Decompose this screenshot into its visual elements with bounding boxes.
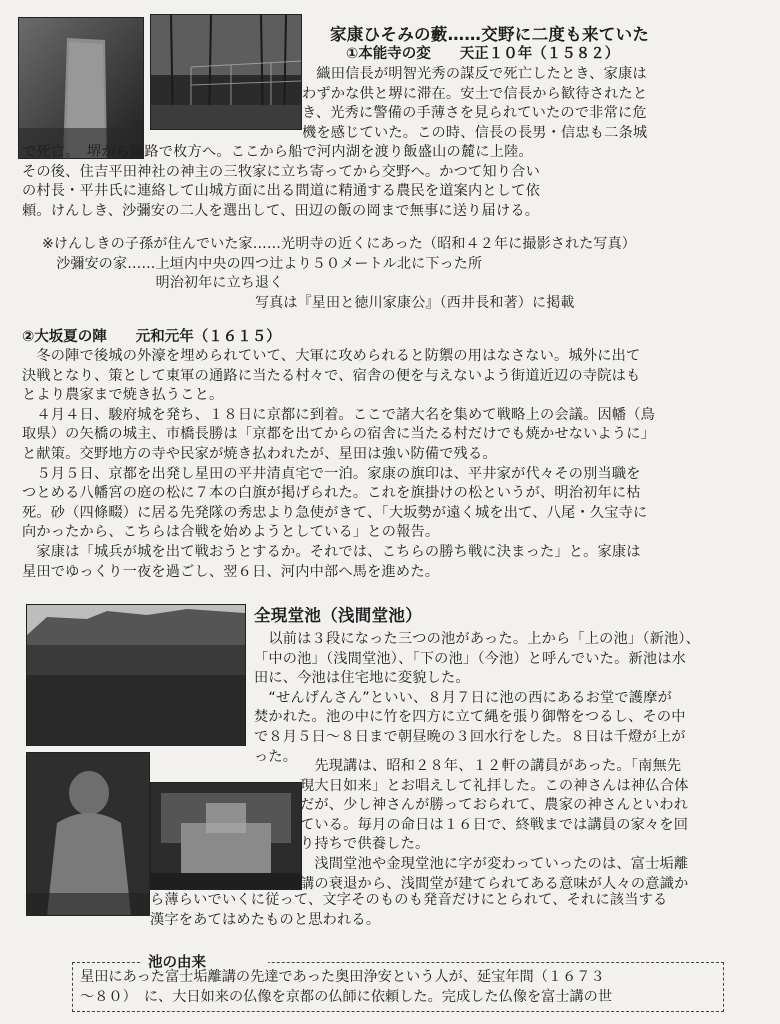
- text-line: で８月５日～８日まで朝昼晩の３回水行をした。８日は千燈が上が: [254, 728, 686, 745]
- text-line: ～８０） に、大日如来の仏像を京都の仏師に依頼した。完成した仏像を富士講の世: [80, 988, 613, 1005]
- text-line: で死亡。 堺から陸路で枚方へ。ここから船で河内湖を渡り飯盛山の麓に上陸。: [22, 144, 533, 160]
- text-line: 講の衰退から、浅間堂が建てられてある意味が人々の意識か: [300, 875, 689, 892]
- text-line: とより農家まで焼き払うこと。: [22, 387, 224, 404]
- text-line: り持ちで供養した。: [300, 836, 430, 853]
- section1-text-full: [22, 143, 540, 221]
- origin-text: [80, 968, 612, 1007]
- text-line: 家康は「城兵が城を出て戦おうとするか。それでは、こちらの勝ち戦に決まった」と。家康は: [22, 543, 641, 560]
- text-line: だが、少し神さんが勝っておられて、農家の神さんといわれ: [300, 797, 689, 814]
- text-line: 決戦となり、策として東軍の通路に当たる村々で、宿舎の便を与えないよう街道近辺の寺院はも: [22, 367, 641, 384]
- section3-text-a: [254, 630, 700, 767]
- text-line: と献策。交野地方の寺や民家が焼き払われたが、星田は強い防備で残る。: [22, 445, 497, 462]
- section1-subtitle: ①本能寺の変 天正１０年（１５８２）: [346, 46, 620, 62]
- text-line: 漢字をあてはめたものと思われる。: [150, 911, 381, 928]
- origin-title: 池の由来: [148, 955, 206, 971]
- photo-notes: [42, 235, 636, 313]
- section2-text: [22, 347, 655, 582]
- section2-subtitle: ②大坂夏の陣 元和元年（１６１５）: [22, 329, 281, 345]
- text-line: ら薄らいでいくに従って、文字そのものも発音だけにとられて、それに該当する: [150, 892, 668, 908]
- text-line: の村長・平井氏に連絡して山城方面に出る間道に精通する農民を道案内として依: [22, 183, 540, 200]
- text-line: 冬の陣で後城の外濠を埋められていて、大軍に攻められると防禦の用はなさない。城外に出て: [22, 348, 641, 364]
- text-line: 向かったから、こちらは合戦を始めようとしている」との報告。: [22, 524, 440, 541]
- text-line: 取県）の矢橋の城主、市橋長勝は「京都を出てからの宿舎に当たる村だけでも焼かせないように」: [22, 426, 656, 443]
- text-line: 星田にあった富士垢離講の先達であった奥田浄安という人が、延宝年間（１６７３: [80, 969, 605, 985]
- text-line: ている。毎月の命日は１６日で、終戦までは講員の家々を回: [300, 816, 689, 833]
- text-line: 以前は３段になった三つの池があった。上から「上の池」（新池）、: [254, 631, 701, 647]
- section1-title: 家康ひそみの藪……交野に二度も来ていた: [330, 25, 650, 44]
- pond-field-photo: [26, 604, 246, 746]
- text-line: 星田でゆっくり一夜を過ごし、翌６日、河内中部へ馬を進めた。: [22, 563, 440, 580]
- text-line: 田に、今池は住宅地に変貌した。: [254, 670, 470, 687]
- section3-title: 全現堂池（浅間堂池）: [254, 606, 422, 625]
- shrine-altar-photo: [150, 782, 302, 890]
- text-line: 焚かれた。池の中に竹を四方に立て縄を張り御幣をつるし、その中: [254, 709, 686, 726]
- text-line: わずかな供と堺に滞在。安土で信長から歓待されたと: [302, 85, 648, 102]
- stone-monument-photo: [18, 17, 144, 159]
- section3-text-b: [300, 757, 688, 894]
- text-line: ５月５日、京都を出発し星田の平井清貞宅で一泊。家康の旗印は、平井家が代々その別当職を: [22, 465, 641, 482]
- stone-statue-photo: [26, 752, 150, 916]
- text-line: 浅間堂池や金現堂池に字が変わっていったのは、富士垢離: [300, 855, 689, 872]
- note-line: ※けんしきの子孫が住んでいた家……光明寺の近くにあった（昭和４２年に撮影された写真）: [42, 236, 636, 252]
- text-line: き、光秀に警備の手薄さを見られていたので非常に危: [302, 105, 647, 122]
- section1-text-right: [302, 65, 647, 143]
- text-line: 先現講は、昭和２８年、１２軒の講員があった。「南無先: [300, 758, 682, 774]
- text-line: その後、住吉平田神社の神主の三牧家に立ち寄ってから交野へ。かつて知り合い: [22, 163, 540, 180]
- section3-text-c: [150, 891, 667, 930]
- text-line: つとめる八幡宮の庭の松に７本の白旗が掲げられた。これを旗掛けの松というが、明治初年に枯: [22, 485, 641, 502]
- text-line: 「中の池」（浅間堂池）、「下の池」（今池）と呼んでいた。新池は水: [254, 650, 687, 667]
- note-line: 沙彌安の家……上垣内中央の四つ辻より５０メートル北に下った所: [42, 255, 483, 272]
- text-line: 頼。けんしき、沙彌安の二人を選出して、田辺の飯の岡まで無事に送り届ける。: [22, 202, 540, 219]
- note-line: 明治初年に立ち退く: [42, 275, 284, 291]
- text-line: 織田信長が明智光秀の謀反で死亡したとき、家康は: [302, 66, 647, 82]
- text-line: 現大日如来」とお唱えして礼拝した。この神さんは神仏合体: [300, 777, 689, 794]
- fenced-grove-photo: [150, 14, 302, 130]
- text-line: 死。砂（四條畷）に居る先発隊の秀忠より急使がきて、「大坂勢が遠く城を出て、八尾・久宝寺に: [22, 504, 648, 521]
- text-line: “せんげんさん”といい、８月７日に池の西にあるお堂で護摩が: [254, 689, 672, 706]
- text-line: った。: [254, 748, 298, 765]
- text-line: 機を感じていた。この時、信長の長男・信忠も二条城: [302, 124, 648, 141]
- note-line: 写真は『星田と徳川家康公』（西井長和著）に掲載: [42, 294, 575, 311]
- text-line: ４月４日、駿府城を発ち、１８日に京都に到着。ここで諸大名を集めて戦略上の会議。因幡（鳥: [22, 406, 656, 423]
